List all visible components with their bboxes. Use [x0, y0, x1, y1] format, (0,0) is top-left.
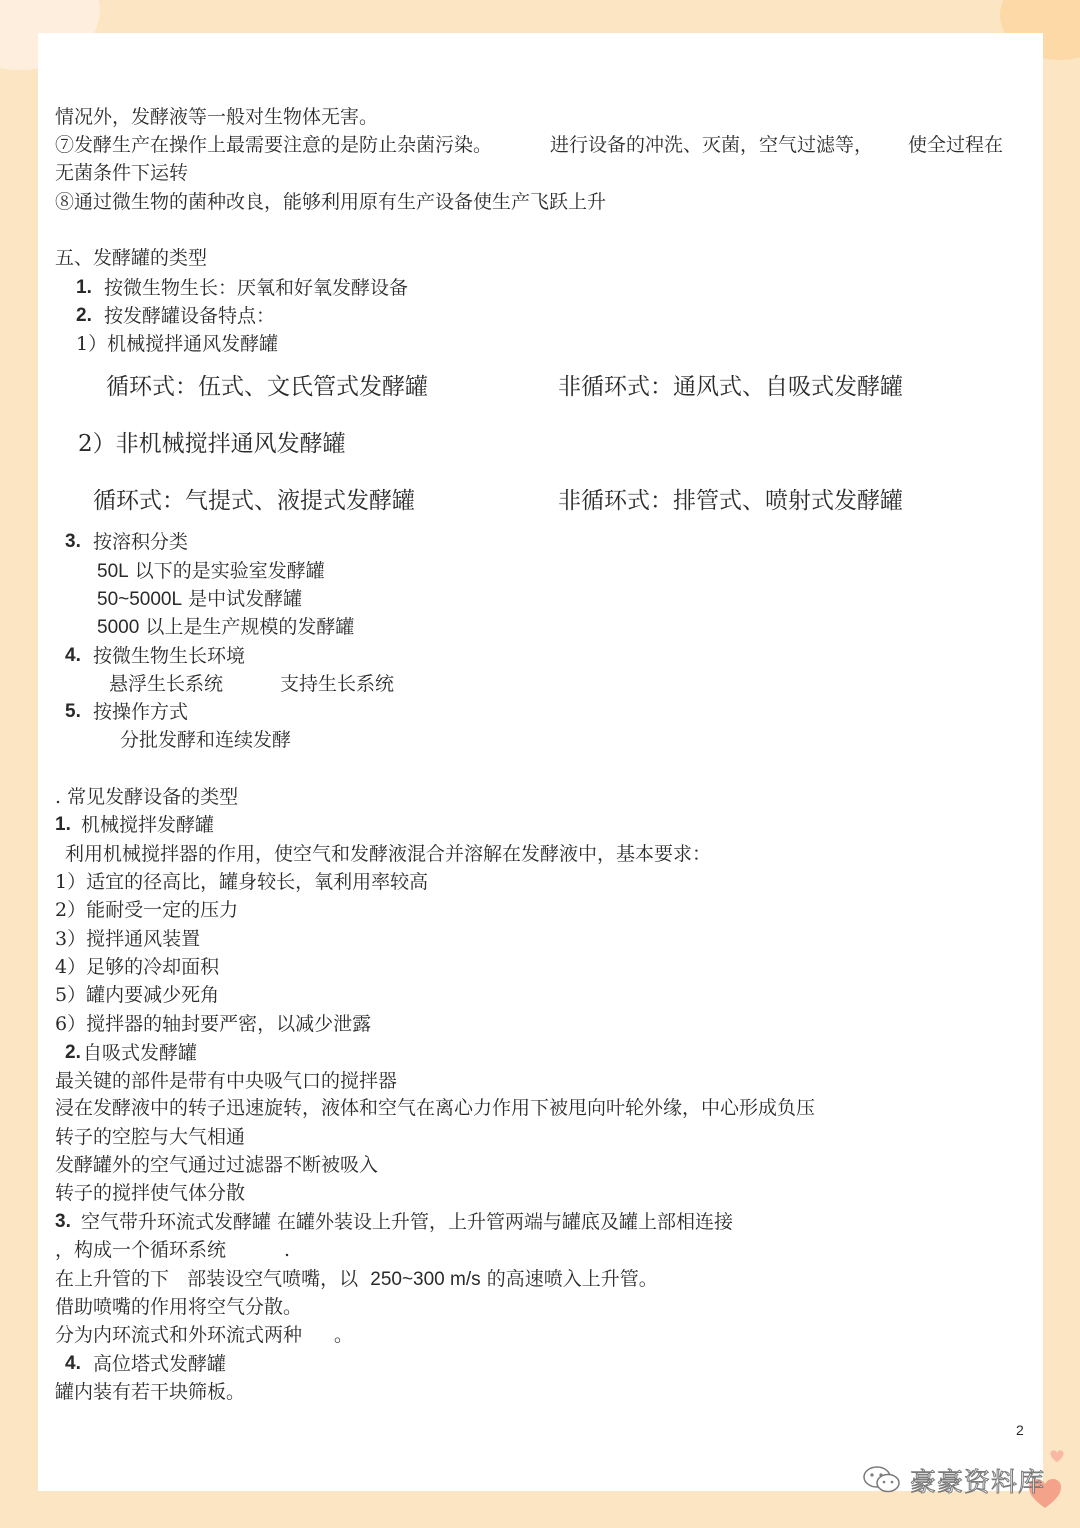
- text-line: 分批发酵和连续发酵: [120, 729, 292, 751]
- list-number: 2.: [76, 305, 92, 326]
- list-number: 3.: [55, 1211, 71, 1232]
- sub-detail: 循环式：气提式、液提式发酵罐: [93, 488, 415, 514]
- text-fragment: 是中试发酵罐: [188, 588, 303, 610]
- sub-detail: 循环式：伍式、文氏管式发酵罐: [106, 374, 428, 400]
- text-fragment: 以上是生产规模的发酵罐: [145, 616, 355, 638]
- list-number: 2.: [65, 1042, 81, 1063]
- text-line: ，构成一个循环系统: [55, 1239, 227, 1261]
- document-page: [38, 33, 1043, 1491]
- sub-item: 2）非机械搅拌通风发酵罐: [78, 431, 346, 457]
- sub-item: 1）机械搅拌通风发酵罐: [76, 333, 279, 355]
- value-text: 5000: [97, 617, 140, 638]
- sub-detail: 非循环式：排管式、喷射式发酵罐: [558, 488, 903, 514]
- value-text: 50L: [97, 561, 129, 582]
- section-heading: 五、发酵罐的类型: [55, 247, 208, 269]
- text-line: ⑦发酵生产在操作上最需要注意的是防止杂菌污染。: [55, 134, 493, 156]
- text-line: 5）罐内要减少死角: [55, 984, 220, 1006]
- text-line: [97, 587, 302, 612]
- text-line: 无菌条件下运转: [55, 162, 189, 184]
- list-item: 按发酵罐设备特点：: [104, 305, 276, 327]
- page-number: 2: [1016, 1422, 1024, 1438]
- section-heading: . 常见发酵设备的类型: [55, 786, 239, 808]
- sub-detail: 非循环式：通风式、自吸式发酵罐: [558, 374, 903, 400]
- list-item: 空气带升环流式发酵罐 在罐外装设上升管，上升管两端与罐底及罐上部相连接: [81, 1211, 734, 1233]
- text-line: 进行设备的冲洗、灭菌，空气过滤等，: [550, 134, 874, 156]
- text-line: 1）适宜的径高比，罐身较长，氧利用率较高: [55, 871, 429, 893]
- watermark: [862, 1462, 1045, 1498]
- text-line: 分为内环流式和外环流式两种: [55, 1324, 303, 1346]
- text-line: [97, 559, 325, 584]
- text-fragment: 以下的是实验室发酵罐: [134, 560, 325, 582]
- text-line: 6）搅拌器的轴封要严密，以减少泄露: [55, 1013, 372, 1035]
- text-fragment: 部装设空气喷嘴，以: [187, 1268, 359, 1290]
- text-line: 转子的搅拌使气体分散: [55, 1182, 246, 1204]
- list-item: 按微生物生长：厌氧和好氧发酵设备: [104, 277, 409, 299]
- list-number: 4.: [65, 1353, 81, 1374]
- text-fragment: 的高速喷入上升管。: [486, 1268, 658, 1290]
- text-line: 悬浮生长系统: [109, 673, 224, 695]
- list-item: 自吸式发酵罐: [83, 1042, 198, 1064]
- text-line: 最关键的部件是带有中央吸气口的搅拌器: [55, 1070, 398, 1092]
- text-line: ⑧通过微生物的菌种改良，能够利用原有生产设备使生产飞跃上升: [55, 191, 607, 213]
- list-item: 按操作方式: [93, 701, 189, 723]
- value-text: 250~300 m/s: [370, 1269, 481, 1290]
- text-line: 4）足够的冷却面积: [55, 956, 220, 978]
- text-line: [55, 1267, 658, 1292]
- text-line: 发酵罐外的空气通过过滤器不断被吸入: [55, 1154, 379, 1176]
- text-line: 利用机械搅拌器的作用，使空气和发酵液混合并溶解在发酵液中，基本要求：: [65, 843, 712, 865]
- watermark-text: 豪豪资料库: [910, 1467, 1046, 1498]
- text-line: 情况外，发酵液等一般对生物体无害。: [55, 106, 379, 128]
- list-number: 1.: [76, 277, 92, 298]
- text-line: 2）能耐受一定的压力: [55, 899, 239, 921]
- text-line: 3）搅拌通风装置: [55, 928, 201, 950]
- text-line: 使全过程在: [908, 134, 1004, 156]
- list-item: 高位塔式发酵罐: [93, 1353, 227, 1375]
- list-number: 5.: [65, 701, 81, 722]
- list-number: 3.: [65, 531, 81, 552]
- list-item: 按微生物生长环境: [93, 645, 246, 667]
- text-line: .: [284, 1239, 291, 1261]
- heart-icon: [1050, 1450, 1064, 1463]
- text-line: 转子的空腔与大气相通: [55, 1126, 246, 1148]
- text-line: 支持生长系统: [280, 673, 395, 695]
- text-line: [97, 615, 354, 640]
- list-number: 4.: [65, 645, 81, 666]
- text-line: 。: [334, 1324, 354, 1346]
- text-fragment: 在上升管的下: [55, 1268, 170, 1290]
- list-item: 机械搅拌发酵罐: [81, 814, 215, 836]
- list-number: 1.: [55, 814, 71, 835]
- value-text: 50~5000L: [97, 589, 183, 610]
- wechat-icon: [862, 1464, 902, 1496]
- text-line: 浸在发酵液中的转子迅速旋转，液体和空气在离心力作用下被甩向叶轮外缘，中心形成负压: [55, 1097, 816, 1119]
- text-line: 罐内装有若干块筛板。: [55, 1381, 246, 1403]
- list-item: 按溶积分类: [93, 531, 189, 553]
- text-line: 借助喷嘴的作用将空气分散。: [55, 1296, 303, 1318]
